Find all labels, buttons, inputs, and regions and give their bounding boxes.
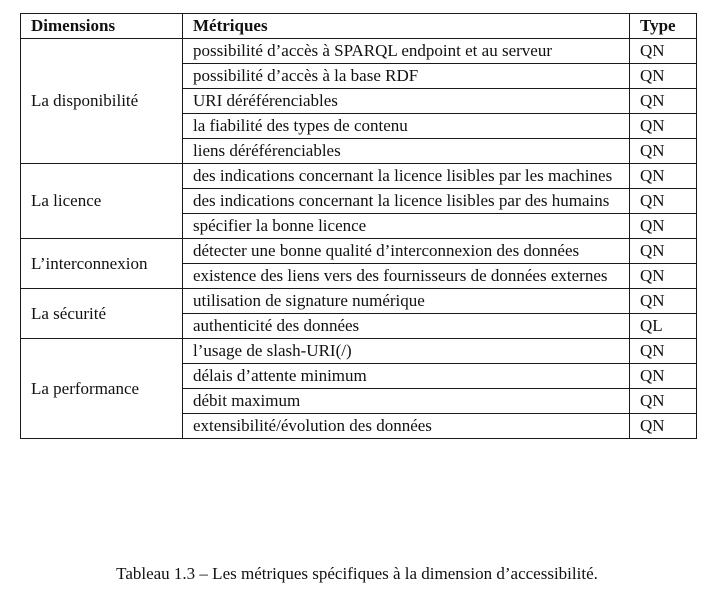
metric-cell: liens déréférenciables [183, 139, 630, 164]
type-cell: QN [630, 364, 697, 389]
table-row [21, 239, 697, 264]
metric-cell: des indications concernant la licence lisibles par les machines [183, 164, 630, 189]
type-cell: QL [630, 314, 697, 339]
header-row [21, 14, 697, 39]
table-caption: Tableau 1.3 – Les métriques spécifiques à la dimension d’accessibilité. [116, 564, 598, 583]
dimension-cell: La licence [21, 164, 183, 239]
header-dimensions: Dimensions [21, 14, 183, 39]
table-row [21, 39, 697, 64]
metric-cell: débit maximum [183, 389, 630, 414]
metric-cell: délais d’attente minimum [183, 364, 630, 389]
dimension-cell: La disponibilité [21, 39, 183, 164]
dimension-cell: L’interconnexion [21, 239, 183, 289]
dimension-cell: La performance [21, 339, 183, 439]
metric-cell: utilisation de signature numérique [183, 289, 630, 314]
header-type: Type [630, 14, 697, 39]
type-cell: QN [630, 189, 697, 214]
metric-cell: possibilité d’accès à SPARQL endpoint et au serveur [183, 39, 630, 64]
metric-cell: la fiabilité des types de contenu [183, 114, 630, 139]
type-cell: QN [630, 339, 697, 364]
table-header [21, 14, 697, 39]
type-cell: QN [630, 139, 697, 164]
metrics-table [20, 13, 697, 439]
metric-cell: des indications concernant la licence lisibles par des humains [183, 189, 630, 214]
type-cell: QN [630, 89, 697, 114]
type-cell: QN [630, 164, 697, 189]
metric-cell: détecter une bonne qualité d’interconnexion des données [183, 239, 630, 264]
metric-cell: possibilité d’accès à la base RDF [183, 64, 630, 89]
type-cell: QN [630, 264, 697, 289]
metric-cell: authenticité des données [183, 314, 630, 339]
table-row [21, 289, 697, 314]
metric-cell: l’usage de slash-URI(/) [183, 339, 630, 364]
type-cell: QN [630, 239, 697, 264]
type-cell: QN [630, 64, 697, 89]
type-cell: QN [630, 289, 697, 314]
type-cell: QN [630, 214, 697, 239]
table-body [21, 39, 697, 439]
type-cell: QN [630, 414, 697, 439]
type-cell: QN [630, 114, 697, 139]
type-cell: QN [630, 39, 697, 64]
metric-cell: existence des liens vers des fournisseurs de données externes [183, 264, 630, 289]
header-metriques: Métriques [183, 14, 630, 39]
type-cell: QN [630, 389, 697, 414]
metric-cell: URI déréférenciables [183, 89, 630, 114]
table-row [21, 164, 697, 189]
metric-cell: spécifier la bonne licence [183, 214, 630, 239]
table-row [21, 339, 697, 364]
dimension-cell: La sécurité [21, 289, 183, 339]
metric-cell: extensibilité/évolution des données [183, 414, 630, 439]
